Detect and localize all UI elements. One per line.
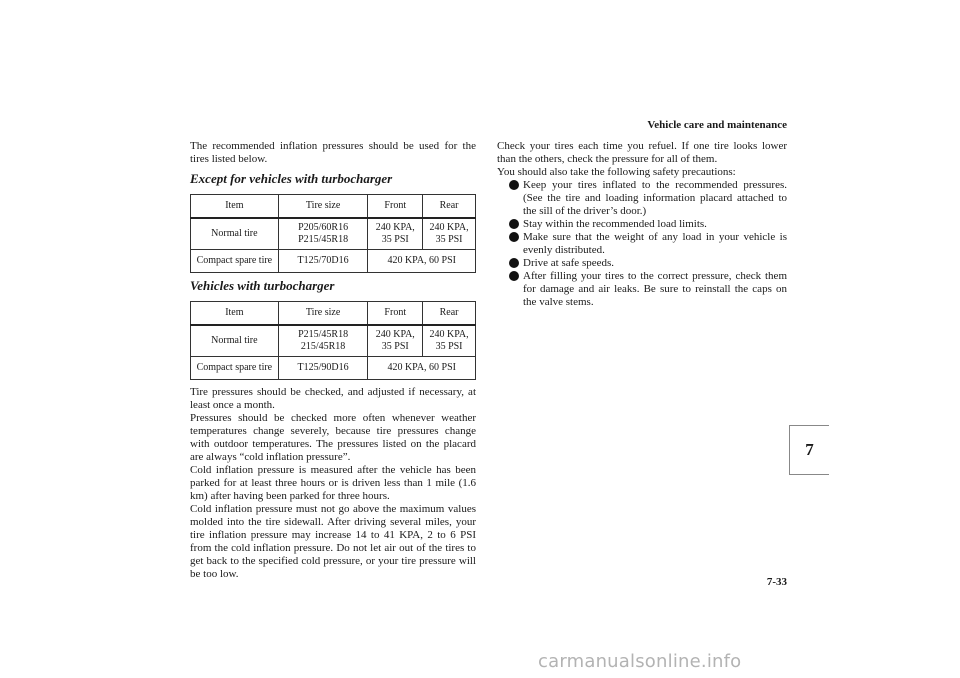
table-header: Front xyxy=(368,302,423,326)
chapter-tab: 7 xyxy=(789,425,829,475)
table-row xyxy=(191,357,476,380)
table-cell: 420 KPA, 60 PSI xyxy=(368,357,476,380)
front-pressure: 240 KPA, xyxy=(375,222,415,233)
tire-size: 215/45R18 xyxy=(300,341,346,352)
heading-with-turbo: Vehicles with turbocharger xyxy=(190,278,335,293)
table-header: Front xyxy=(368,195,423,219)
table-header: Item xyxy=(191,302,279,326)
bullet-icon xyxy=(509,180,519,190)
rear-pressure: 240 KPA, xyxy=(429,329,469,340)
tire-size: P215/45R18 xyxy=(298,329,349,340)
front-pressure: 35 PSI xyxy=(381,341,409,352)
table-header: Tire size xyxy=(278,195,368,219)
table-cell: Normal tire xyxy=(191,325,279,357)
table-cell xyxy=(423,325,476,357)
body-paragraph: You should also take the following safety precautions: xyxy=(497,166,736,178)
rear-pressure: 35 PSI xyxy=(435,341,463,352)
tire-pressure-table-turbo xyxy=(190,301,476,380)
body-paragraph: Pressures should be checked more often whenever weather temperatures change severely, because tire pressures change with outdoor temperatures. The pressures listed on the placard are always “cold inflation pressure”. xyxy=(190,412,476,463)
section-header: Vehicle care and maintenance xyxy=(647,119,787,131)
rear-pressure: 35 PSI xyxy=(435,234,463,245)
table-cell: T125/70D16 xyxy=(278,250,368,273)
table-header: Tire size xyxy=(278,302,368,326)
page-number: 7-33 xyxy=(766,576,787,588)
rear-pressure: 240 KPA, xyxy=(429,222,469,233)
intro-paragraph: The recommended inflation pressures should be used for the tires listed below. xyxy=(190,140,476,165)
table-header: Rear xyxy=(423,195,476,219)
list-item-text: Stay within the recommended load limits. xyxy=(523,218,707,230)
table-cell: 420 KPA, 60 PSI xyxy=(368,250,476,273)
list-item-text: After filling your tires to the correct pressure, check them for damage and air leaks. Be sure to reinstall the caps on the valve stems. xyxy=(523,270,787,308)
table-cell xyxy=(368,218,423,250)
bullet-icon xyxy=(509,219,519,229)
table-cell xyxy=(423,218,476,250)
list-item xyxy=(509,218,787,231)
tire-size: P205/60R16 xyxy=(298,222,349,233)
table-header: Rear xyxy=(423,302,476,326)
tire-size: P215/45R18 xyxy=(298,234,349,245)
table-cell: T125/90D16 xyxy=(278,357,368,380)
left-column xyxy=(190,140,476,581)
table-row xyxy=(191,250,476,273)
bullet-icon xyxy=(509,271,519,281)
tire-pressure-table-non-turbo xyxy=(190,194,476,273)
safety-precautions-list xyxy=(497,179,787,309)
body-paragraph: Cold inflation pressure is measured after the vehicle has been parked for at least three hours or is driven less than 1 mile (1.6 km) after having been parked for three hours. xyxy=(190,464,476,502)
bullet-icon xyxy=(509,258,519,268)
table-row xyxy=(191,325,476,357)
list-item-text: Make sure that the weight of any load in your vehicle is evenly distributed. xyxy=(523,231,787,256)
table-cell: Normal tire xyxy=(191,218,279,250)
bullet-icon xyxy=(509,232,519,242)
list-item-text: Drive at safe speeds. xyxy=(523,257,615,269)
table-cell xyxy=(368,325,423,357)
body-paragraph: Check your tires each time you refuel. If one tire looks lower than the others, check the pressure for all of them. xyxy=(497,140,787,165)
table-cell xyxy=(278,218,368,250)
heading-except-turbo: Except for vehicles with turbocharger xyxy=(190,171,393,186)
watermark: carmanualsonline.info xyxy=(538,651,742,672)
body-paragraph: Cold inflation pressure must not go above the maximum values molded into the tire sidewall. After driving several miles, your tire inflation pressure may increase 14 to 41 KPA, 2 to 6 PSI from the cold inflation pressure. Do not let air out of the tires to get back to the specified cold pressure, or your tire pressure will be too low. xyxy=(190,503,476,580)
list-item xyxy=(509,179,787,218)
list-item xyxy=(509,270,787,309)
front-pressure: 35 PSI xyxy=(381,234,409,245)
body-paragraph: Tire pressures should be checked, and adjusted if necessary, at least once a month. xyxy=(190,386,476,411)
right-column xyxy=(497,140,787,309)
table-cell: Compact spare tire xyxy=(191,357,279,380)
table-cell xyxy=(278,325,368,357)
list-item xyxy=(509,257,787,270)
list-item-text: Keep your tires inflated to the recommended pressures. (See the tire and loading information placard attached to the sill of the driver’s door.) xyxy=(523,179,787,217)
table-row xyxy=(191,218,476,250)
table-cell: Compact spare tire xyxy=(191,250,279,273)
table-header: Item xyxy=(191,195,279,219)
front-pressure: 240 KPA, xyxy=(375,329,415,340)
list-item xyxy=(509,231,787,257)
